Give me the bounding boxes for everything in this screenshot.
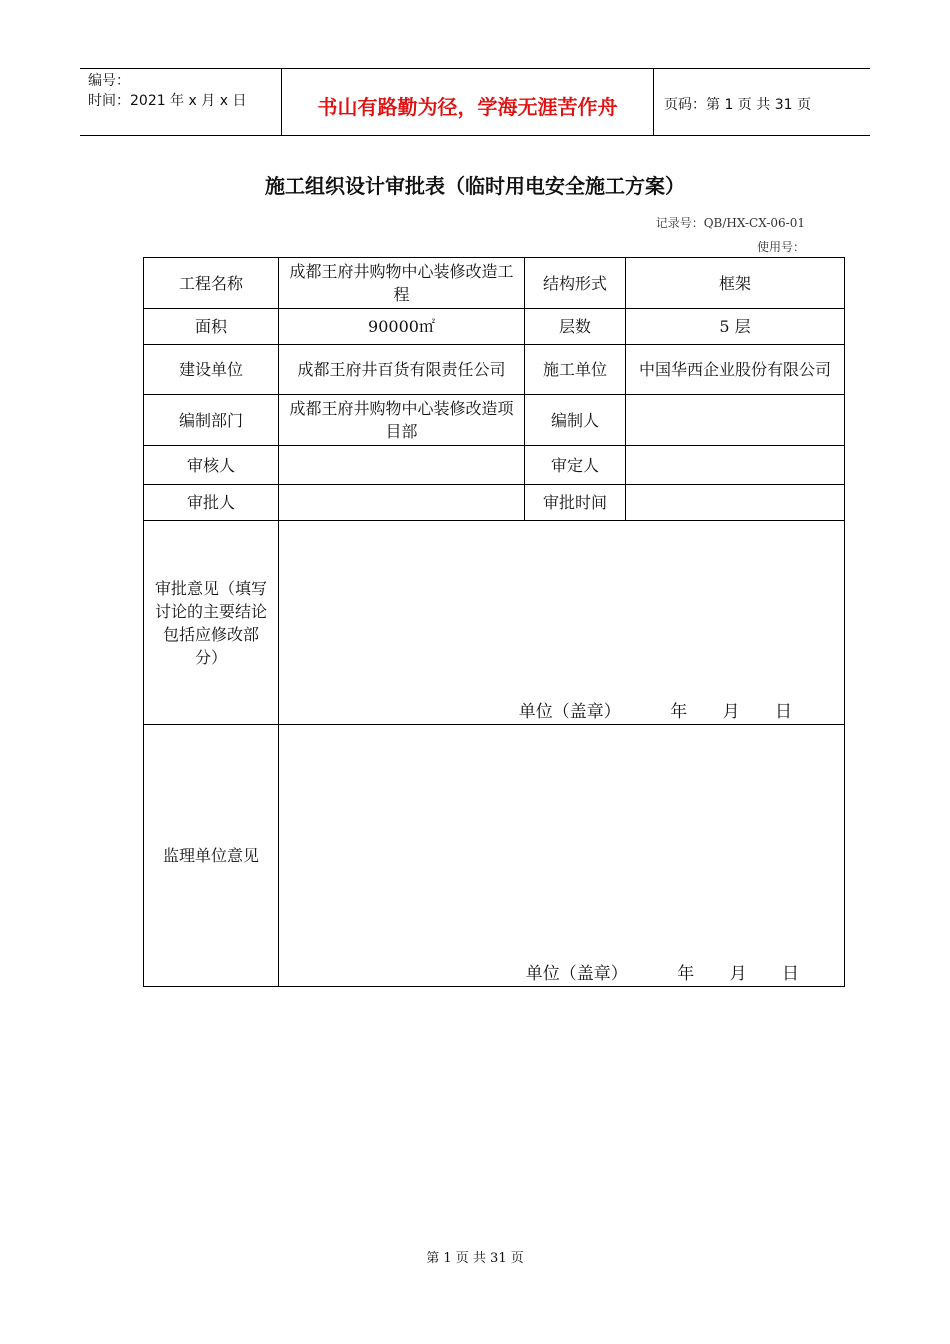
field-label: 审批人 [144, 485, 279, 521]
field-label: 编制人 [525, 395, 626, 446]
record-number: 记录号：QB/HX-CX-06-01 [655, 216, 805, 230]
table-row [144, 395, 845, 446]
field-value[interactable]: 成都王府井百货有限责任公司 [279, 345, 525, 395]
field-value[interactable]: 5 层 [626, 309, 845, 345]
approval-seal-line [519, 701, 792, 724]
field-label: 审定人 [525, 446, 626, 485]
field-label: 审核人 [144, 446, 279, 485]
field-value[interactable]: 框架 [626, 258, 845, 309]
month-label: 月 [729, 964, 747, 984]
field-label: 面积 [144, 309, 279, 345]
seal-label: 单位（盖章） [525, 964, 628, 984]
month-label: 月 [722, 702, 740, 722]
field-label: 工程名称 [144, 258, 279, 309]
field-label: 建设单位 [144, 345, 279, 395]
field-value[interactable]: 成都王府井购物中心装修改造项目部 [279, 395, 525, 446]
approval-form-table [143, 257, 845, 987]
supervision-opinion-row [144, 725, 845, 987]
page-header [80, 68, 870, 136]
field-value[interactable]: 中国华西企业股份有限公司 [626, 345, 845, 395]
number-label: 编号： [88, 73, 130, 89]
time-label: 时间：2021 年 x 月 x 日 [88, 93, 247, 109]
approval-opinion-field[interactable] [279, 521, 845, 725]
supervision-seal-line [526, 963, 799, 986]
field-value[interactable]: 90000㎡ [279, 309, 525, 345]
approval-opinion-row [144, 521, 845, 725]
page-info: 页码：第 1 页 共 31 页 [664, 97, 811, 113]
field-label: 结构形式 [525, 258, 626, 309]
field-value[interactable] [279, 446, 525, 485]
year-label: 年 [677, 964, 695, 984]
use-number: 使用号： [756, 240, 805, 254]
supervision-opinion-field[interactable] [279, 725, 845, 987]
field-label: 编制部门 [144, 395, 279, 446]
year-label: 年 [670, 702, 688, 722]
page-footer: 第 1 页 共 31 页 [426, 1251, 524, 1266]
supervision-opinion-label: 监理单位意见 [144, 725, 279, 987]
table-row [144, 309, 845, 345]
field-value[interactable] [279, 485, 525, 521]
table-row [144, 485, 845, 521]
table-row [144, 446, 845, 485]
day-label: 日 [775, 702, 792, 722]
field-value[interactable] [626, 395, 845, 446]
field-value[interactable] [626, 446, 845, 485]
field-value[interactable]: 成都王府井购物中心装修改造工程 [279, 258, 525, 309]
field-label: 施工单位 [525, 345, 626, 395]
field-label: 审批时间 [525, 485, 626, 521]
table-row [144, 345, 845, 395]
approval-opinion-label: 审批意见（填写讨论的主要结论包括应修改部分） [144, 521, 279, 725]
header-left [80, 69, 281, 135]
field-value[interactable] [626, 485, 845, 521]
seal-label: 单位（盖章） [518, 702, 621, 722]
motto: 书山有路勤为径，学海无涯苦作舟 [281, 69, 654, 135]
document-title: 施工组织设计审批表（临时用电安全施工方案） [265, 174, 685, 198]
field-label: 层数 [525, 309, 626, 345]
day-label: 日 [782, 964, 799, 984]
table-row [144, 258, 845, 309]
